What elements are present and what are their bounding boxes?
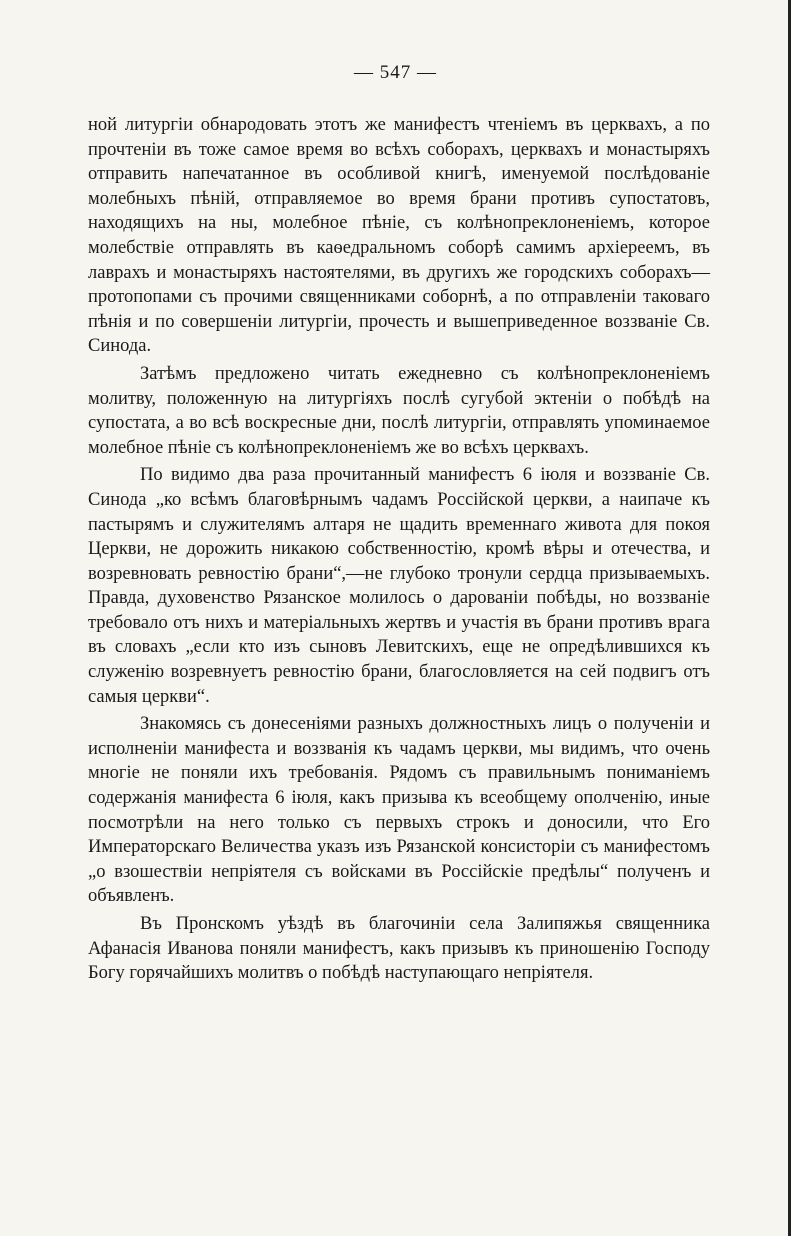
body-text (88, 113, 710, 989)
page-number: — 547 — (354, 62, 437, 83)
paragraph-3: По видимо два раза прочитанный манифестъ 6 іюля и воззваніе Св. Синода „ко всѣмъ благовѣрнымъ чадамъ Россійской церкви, а наипаче къ пастырямъ и служителямъ алтаря не щадить временнаго живота для покоя Церкви, не дорожить никакою собственностію, кромѣ вѣры и отечества, и возревновать ревностію брани“,—не глубоко тронули сердца призываемыхъ. Правда, духовенство Рязанское молилось о дарованіи побѣды, но воззваніе требовало отъ нихъ и матеріальныхъ жертвъ и участія въ брани противъ врага въ словахъ „если кто изъ сыновъ Левитскихъ, еще не опредѣлившихся къ служенію возревнуетъ ревностію брани, благословляется на сей подвигъ отъ самыя церкви“. (88, 465, 710, 707)
paragraph-5: Въ Пронскомъ уѣздѣ въ благочиніи села Залипяжья священника Афанасія Иванова поняли манифестъ, какъ призывъ къ приношенію Господу Богу горячайшихъ молитвъ о побѣдѣ наступающаго непріятеля. (88, 914, 710, 984)
paragraph-1: ной литургіи обнародовать этотъ же манифестъ чтеніемъ въ церквахъ, а по прочтеніи въ тоже самое время во всѣхъ соборахъ, церквахъ и монастыряхъ отправить напечатанное въ особливой книгѣ, именуемой послѣдованіе молебныхъ пѣній, отправляемое во время брани противъ супостатовъ, находящихъ на ны, молебное пѣніе, съ колѣнопреклоненіемъ, которое молебствіе отправлять въ каѳедральномъ соборѣ самимъ архіереемъ, въ лаврахъ и монастыряхъ настоятелями, въ другихъ же городскихъ соборахъ— протопопами съ прочими священниками соборнѣ, а по отправленіи таковаго пѣнія и по совершеніи литургіи, прочесть и вышеприведенное воззваніе Св. Синода. (88, 115, 710, 357)
paragraph-2: Затѣмъ предложено читать ежедневно съ колѣнопреклоненіемъ молитву, положенную на литургіяхъ послѣ сугубой эктеніи о побѣдѣ на супостата, а во всѣ воскресные дни, послѣ литургіи, отправлять упоминаемое молебное пѣніе съ колѣнопреклоненіемъ же во всѣхъ церквахъ. (88, 363, 710, 458)
paragraph-4: Знакомясь съ донесеніями разныхъ должностныхъ лицъ о полученіи и исполненіи манифеста и воззванія къ чадамъ церкви, мы видимъ, что очень многіе не поняли ихъ требованія. Рядомъ съ правильнымъ пониманіемъ содержанія манифеста 6 іюля, какъ призыва къ всеобщему ополченію, иные посмотрѣли на него только съ первыхъ строкъ и доносили, что Его Императорскаго Величества указъ изъ Рязанской консисторіи съ манифестомъ „о взошествіи непріятеля съ войсками въ Россійскіе предѣлы“ полученъ и объявленъ. (88, 714, 710, 907)
